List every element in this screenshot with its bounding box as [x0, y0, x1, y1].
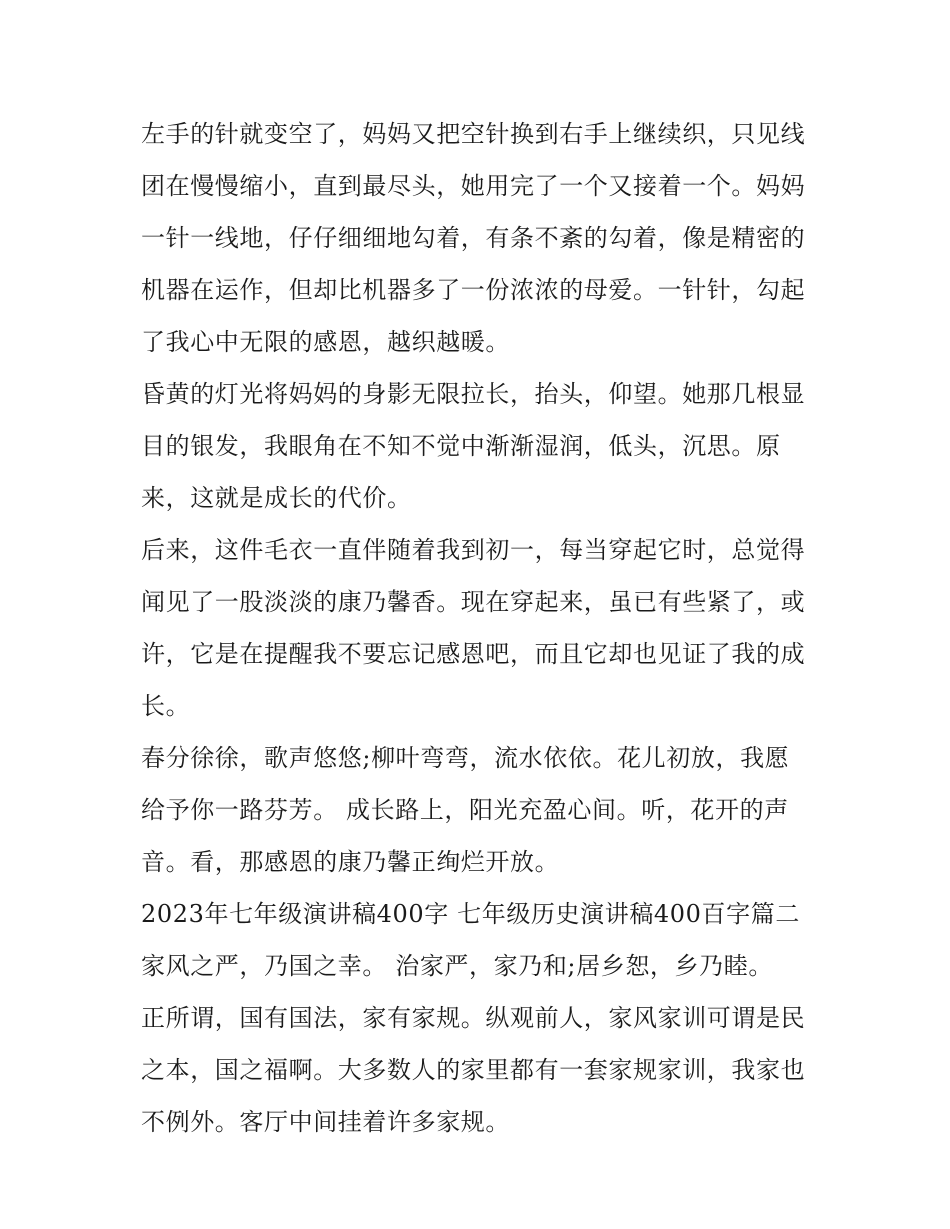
paragraph-family-style — [141, 940, 831, 992]
text-line: 之本，国之福啊。大多数人的家里都有一套家规家训，我家也 — [141, 1056, 806, 1084]
paragraph-knitting — [141, 108, 831, 368]
text-line: 许，它是在提醒我不要忘记感恩吧，而且它却也见证了我的成 — [141, 640, 806, 668]
text-line: 正所谓，国有国法，家有家规。纵观前人，家风家训可谓是民 — [141, 1004, 806, 1032]
text-line: 春分徐徐，歌声悠悠;柳叶弯弯，流水依依。花儿初放，我愿 — [141, 744, 790, 772]
text-line: 不例外。客厅中间挂着许多家规。 — [141, 1108, 510, 1136]
text-line: 给予你一路芬芳。 成长路上，阳光充盈心间。听，花开的声 — [141, 796, 789, 824]
text-line: 了我心中无限的感恩，越织越暖。 — [141, 328, 510, 356]
text-line: 左手的针就变空了，妈妈又把空针换到右手上继续织，只见线 — [141, 120, 806, 148]
text-line: 机器在运作，但却比机器多了一份浓浓的母爱。一针针，勾起 — [141, 276, 806, 304]
text-line: 来，这就是成长的代价。 — [141, 484, 412, 512]
paragraph-spring — [141, 732, 831, 888]
paragraph-sweater — [141, 524, 831, 732]
document-body — [141, 108, 831, 1148]
text-line: 长。 — [141, 692, 191, 720]
text-line: 闻见了一股淡淡的康乃馨香。现在穿起来，虽已有些紧了，或 — [141, 588, 806, 616]
paragraph-lamplight — [141, 368, 831, 524]
heading-line: 2023年七年级演讲稿400字 七年级历史演讲稿400百字篇二 — [141, 900, 800, 928]
text-line: 团在慢慢缩小，直到最尽头，她用完了一个又接着一个。妈妈 — [141, 172, 806, 200]
text-line: 一针一线地，仔仔细细地勾着，有条不紊的勾着，像是精密的 — [141, 224, 806, 252]
text-line: 音。看，那感恩的康乃馨正绚烂开放。 — [141, 848, 560, 876]
text-line: 家风之严，乃国之幸。 治家严，家乃和;居乡恕，乡乃睦。 — [141, 952, 773, 980]
section-heading — [141, 888, 831, 940]
text-line: 目的银发，我眼角在不知不觉中渐渐湿润，低头，沉思。原 — [141, 432, 781, 460]
text-line: 后来，这件毛衣一直伴随着我到初一，每当穿起它时，总觉得 — [141, 536, 806, 564]
paragraph-family-rules — [141, 992, 831, 1148]
text-line: 昏黄的灯光将妈妈的身影无限拉长，抬头，仰望。她那几根显 — [141, 380, 806, 408]
